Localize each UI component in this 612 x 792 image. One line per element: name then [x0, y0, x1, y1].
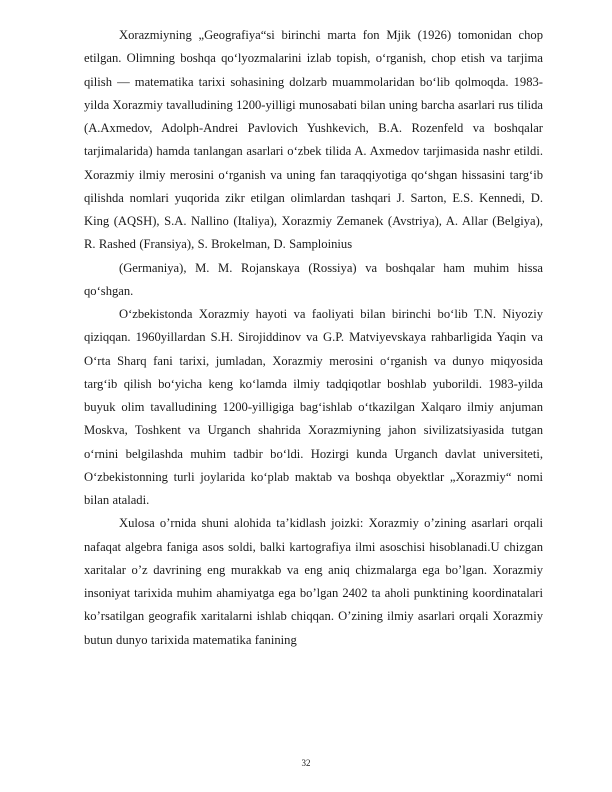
paragraph-conclusion: Xulosa o’rnida shuni alohida ta’kidlash joizki: Xorazmiy o’zining asarlari orqali nafaqat algebra faniga asos soldi, balki kartografiya ilmi asoschisi hisoblanadi.U chizgan xaritalar o’z davrining eng murakkab va eng aniq chizmalarga ega bo’lgan. Xorazmiy insoniyat tarixida muhim ahamiyatga ega bo’lgan 2402 ta aholi punktining koordinatalari ko’rsatilgan geografik xaritalarni ishlab chiqqan. O’zining ilmiy asarlari orqali Xorazmiy butun dunyo tarixida matematika fanining [84, 516, 543, 647]
paragraph-germany-russia: (Germaniya), M. M. Rojanskaya (Rossiya) va boshqalar ham muhim hissa qo‘shgan. [84, 260, 543, 298]
paragraph-uzbekistan-research: O‘zbekistonda Xorazmiy hayoti va faoliyati bilan birinchi bo‘lib T.N. Niyoziy qiziqqan. 1960yillardan S.H. Sirojiddinov va G.P. Matviyevskaya rahbarligida Yaqin va O‘rta Sharq fani tarixi, jumladan, Xorazmiy merosini o‘rganish va dunyo miqyosida targ‘ib qilish bo‘yicha keng ko‘lamda ilmiy tadqiqotlar boshlab yuborildi. 1983-yilda buyuk olim tavalludining 1200-yilligiga bag‘ishlab o‘tkazilgan Xalqaro ilmiy anjuman Moskva, Toshkent va Urganch shahrida Xorazmiyning jahon sivilizatsiyasida tutgan o‘rnini belgilashda muhim tadbir bo‘ldi. Hozirgi kunda Urganch davlat universiteti, O‘zbekistonning turli joylarida ko‘plab maktab va boshqa obyektlar „Xorazmiy“ nomi bilan ataladi. [84, 307, 543, 507]
page-number: 32 [301, 758, 311, 768]
document-body [84, 24, 543, 652]
paragraph-xorazmiy-geography: Xorazmiyning „Geografiya“si birinchi marta fon Mjik (1926) tomonidan chop etilgan. Olimning boshqa qo‘lyozmalarini izlab topish, o‘rganish, chop etish va tarjima qilish — matematika tarixi sohasining dolzarb muammolaridan bo‘lib qolmoqda. 1983-yilda Xorazmiy tavalludining 1200-yilligi munosabati bilan uning barcha asarlari rus tilida (A.Axmedov, Adolph-Andrei Pavlovich Yushkevich, B.A. Rozenfeld va boshqalar tarjimalarida) hamda tanlangan asarlari o‘zbek tilida A. Axmedov tarjimasida nashr etildi. Xorazmiy ilmiy merosini o‘rganish va uning fan taraqqiyotiga qo‘shgan hissasini targ‘ib qilishda nomlari yuqorida zikr etilgan olimlardan tashqari J. Sarton, E.S. Kennedi, D. King (AQSH), S.A. Nallino (Italiya), Xorazmiy Zemanek (Avstriya), A. Allar (Belgiya), R. Rashed (Fransiya), S. Brokelman, D. Samploinius [84, 28, 543, 252]
